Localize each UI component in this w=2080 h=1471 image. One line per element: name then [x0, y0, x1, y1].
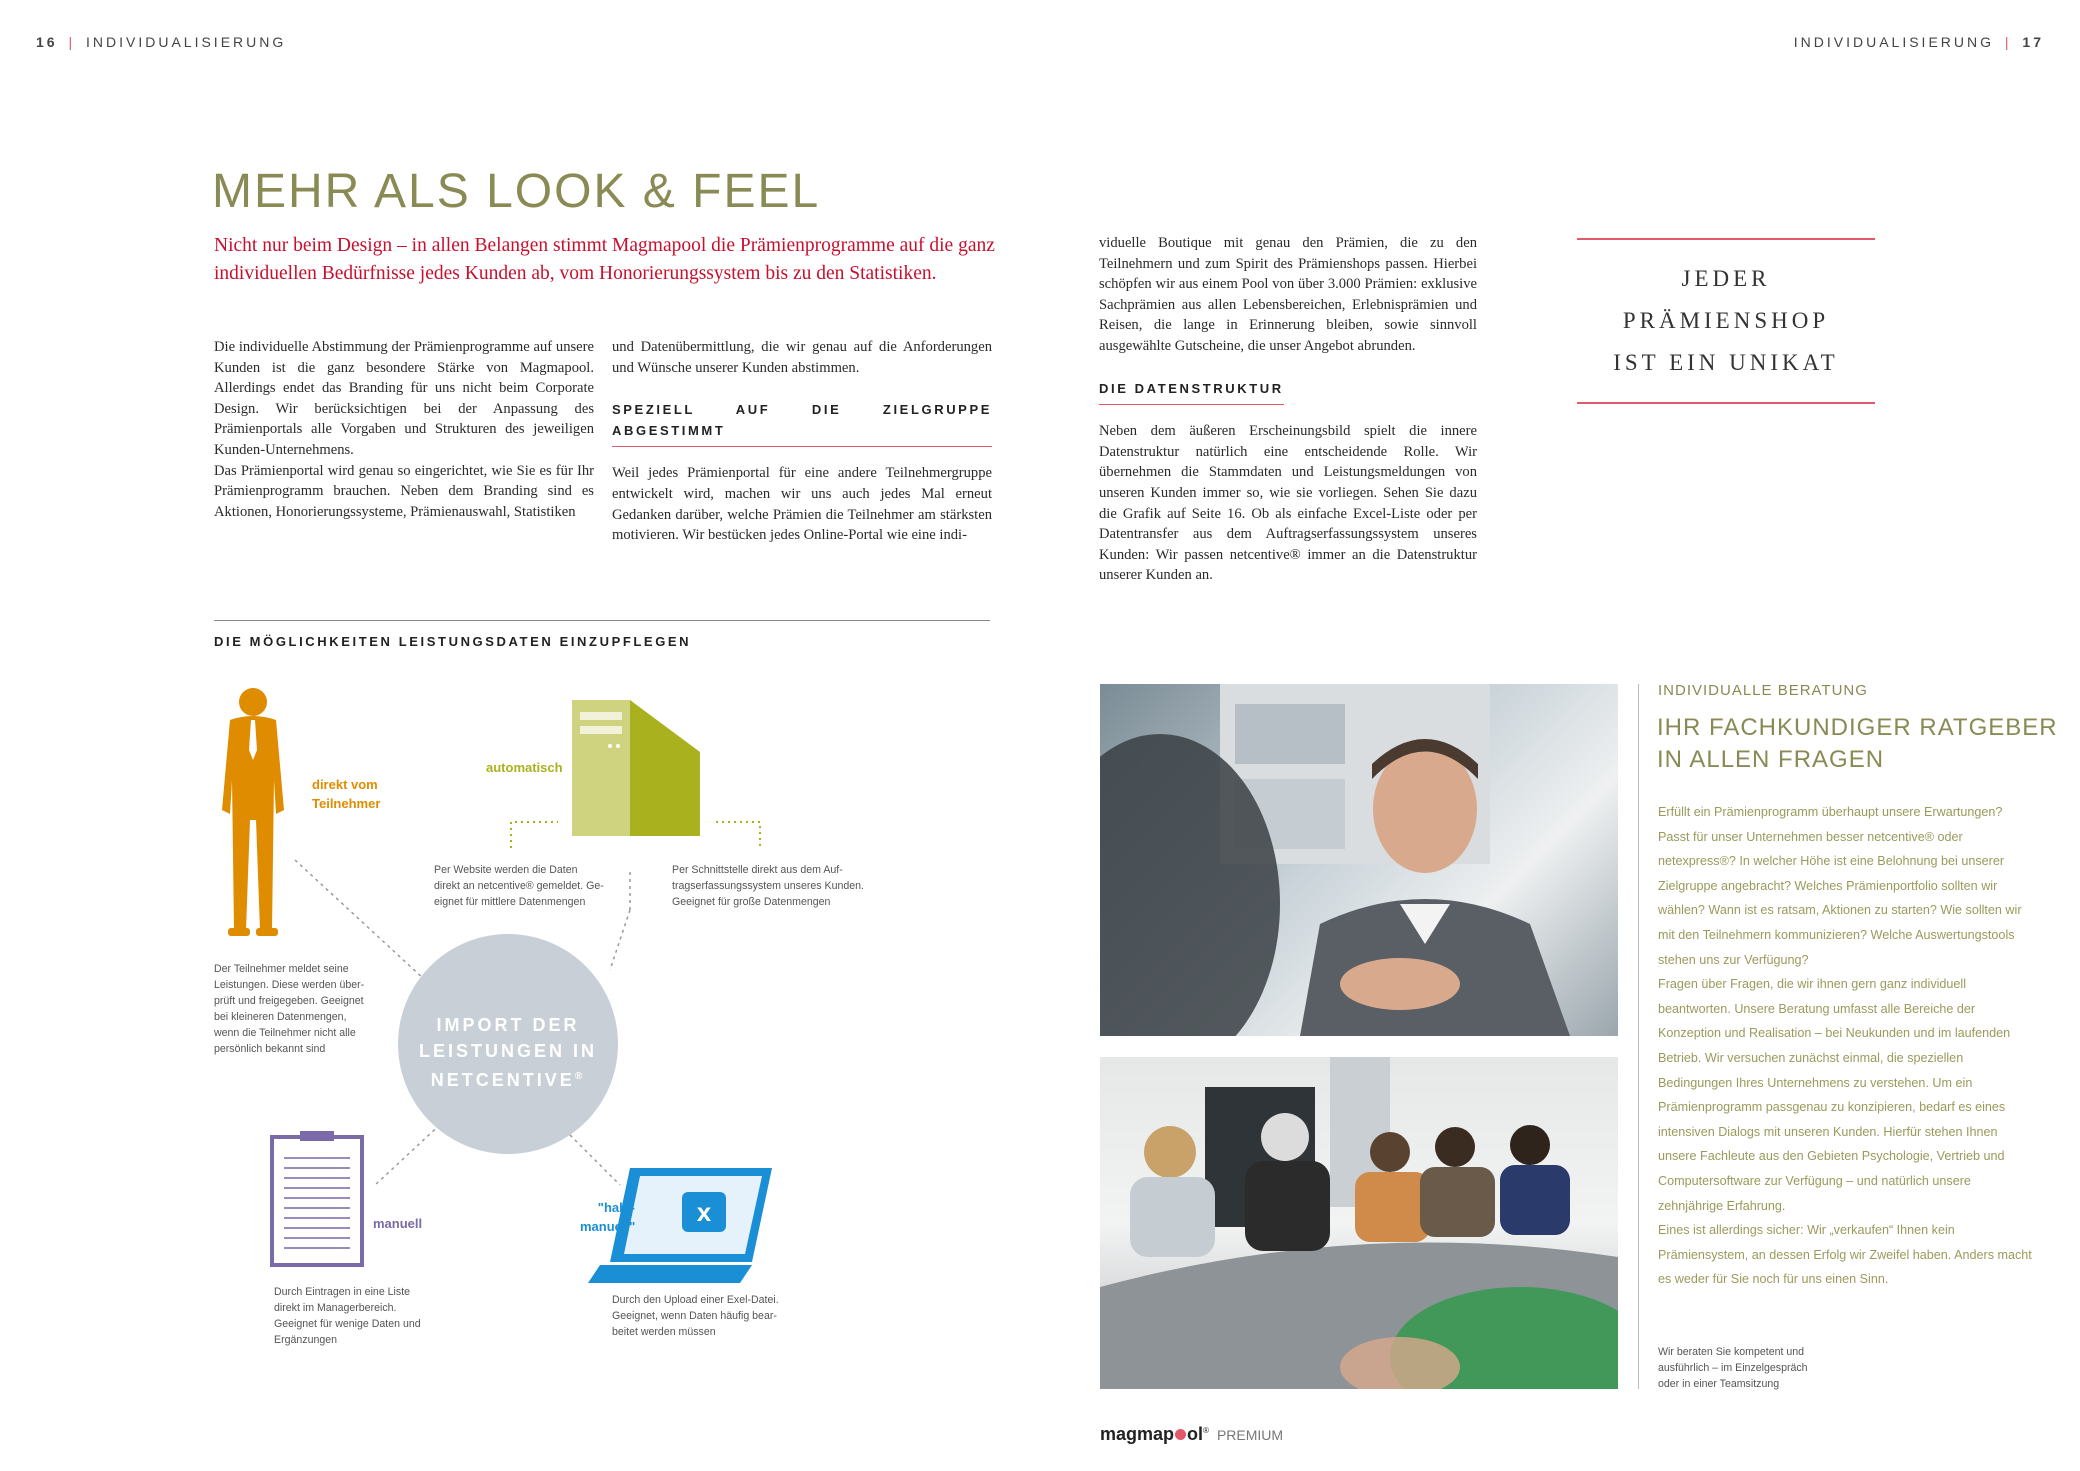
caption-line: bei kleineren Datenmengen, [214, 1011, 347, 1023]
center-label-line-1: IMPORT DER [436, 1015, 580, 1035]
center-label-registered: ® [574, 1071, 586, 1082]
caption-line: Per Schnittstelle direkt aus dem Auf- [672, 864, 843, 876]
caption-line: beitet werden müssen [612, 1326, 716, 1338]
body-paragraph: viduelle Boutique mit genau den Prämien, die zu den Teilnehmern und zum Spirit des Prämienshops passen. Hierbei schöpfen wir aus einem Pool von über 3.000 Prämien: exklusive Sachprämien aus allen Lebensbereichen, Erlebnisprämien und Reisen, die lange in Erinnerung bleiben, sowie sinnvoll ausgewählte Gutscheine, die unser Angebot abrunden. [1099, 235, 1477, 354]
pull-quote [1577, 238, 1875, 404]
caption-line: Durch den Upload einer Exel-Datei. [612, 1294, 779, 1306]
manual-caption [274, 1284, 464, 1348]
brand-logo-text-a: magmap [1100, 1424, 1175, 1444]
web-caption [434, 862, 664, 910]
article-lead: Nicht nur beim Design – in allen Belangen stimmt Magmapool die Prämienprogramme auf die ganz individuellen Bedürfnisse jedes Kunden ab, vom Honorierungssystem bis zu den Statistiken. [214, 235, 995, 284]
caption-line: direkt an netcentive® gemeldet. Ge- [434, 880, 604, 892]
pull-quote-line-2: IST EIN UNIKAT [1613, 350, 1839, 375]
body-paragraph: Das Prämienportal wird genau so eingerichtet, wie Sie es für Ihr Prämienprogramm brauchen. Neben dem Branding sind es Aktionen, Honorierungssysteme, Prämienauswahl, Statistiken [214, 462, 594, 520]
clipboard-icon [272, 1131, 362, 1265]
sidebar-title-line-1: IHR FACHKUNDIGER RATGEBER [1657, 714, 2058, 741]
person-caption [214, 961, 404, 1057]
server-icon [572, 700, 700, 836]
brand-logo-registered: ® [1203, 1426, 1209, 1435]
section-label-left: INDIVIDUALISIERUNG [86, 34, 287, 50]
person-label [312, 775, 380, 813]
photo-team-meeting-scene [1100, 1057, 1618, 1389]
caption-line: Der Teilnehmer meldet seine [214, 963, 349, 975]
article-title: MEHR ALS LOOK & FEEL [212, 165, 821, 218]
body-column-2 [612, 337, 992, 546]
sidebar-rule [1638, 684, 1639, 1389]
section-label-right: INDIVIDUALISIERUNG [1793, 34, 1994, 50]
sidebar-body [1658, 800, 2036, 1292]
body-paragraph: Neben dem äußeren Erscheinungsbild spielt die innere Datenstruktur natürlich eine entscheidende Rolle. Wir übernehmen die Stammdaten und Leistungsmeldungen von unseren Kunden immer so, wie sie vorliegen. Sehen Sie dazu die Grafik auf Seite 16. Ob als einfache Excel-Liste oder per Datentransfer aus dem Auftragserfassungssystem unseres Kunden: Wir passen netcentive® immer an die Datenstruktur unserer Kunden an. [1099, 423, 1477, 584]
center-label [398, 1012, 618, 1093]
diagram-heading: DIE MÖGLICHKEITEN LEISTUNGSDATEN EINZUPFLEGEN [214, 634, 692, 649]
caption-line: Geeignet für große Datenmengen [672, 896, 831, 908]
center-label-line-2: LEISTUNGEN IN [418, 1041, 597, 1061]
page-number-right: 17 [2022, 34, 2044, 50]
caption-line: ausführlich – im Einzelgespräch [1658, 1362, 1808, 1374]
caption-line: Per Website werden die Daten [434, 864, 578, 876]
photo-consultant [1100, 684, 1618, 1036]
sidebar-paragraph: Eines ist allerdings sicher: Wir „verkaufen“ Ihnen kein Prämiensystem, an dessen Erfolg wir Zweifel haben. Anders macht es weder für Sie noch für uns einen Sinn. [1658, 1223, 2032, 1287]
caption-line: Geeignet für wenige Daten und [274, 1318, 421, 1330]
caption-line: Ergänzungen [274, 1334, 338, 1346]
svg-text:x: x [696, 1197, 712, 1227]
caption-line: Leistungen. Diese werden über- [214, 979, 365, 991]
body-paragraph: Weil jedes Prämienportal für eine andere Teilnehmergruppe entwickelt wird, machen wir uns auch jedes Mal erneut Gedanken darüber, welche Prämien die Teilnehmer am stärksten motivieren. Wir bestücken jedes Online-Portal wie eine indi- [612, 465, 992, 544]
brand-logo [1100, 1424, 1283, 1445]
running-header-right: INDIVIDUALISIERUNG | 17 [1793, 34, 2044, 50]
running-header-left: 16 | INDIVIDUALISIERUNG [36, 34, 287, 50]
caption-line: persönlich bekannt sind [214, 1043, 326, 1055]
subheading-zielgruppe: SPEZIELL AUF DIE ZIELGRUPPE ABGESTIMMT [612, 400, 992, 447]
caption-line: oder in einer Teamsitzung [1658, 1378, 1780, 1390]
center-label-line-3: NETCENTIVE [430, 1070, 575, 1090]
photo-caption [1658, 1344, 1858, 1392]
caption-line: Durch Eintragen in eine Liste [274, 1286, 411, 1298]
body-column-1 [214, 337, 594, 522]
caption-line: prüft und freigegeben. Geeignet [214, 995, 364, 1007]
photo-consultant-scene [1100, 684, 1618, 1036]
body-paragraph: Die individuelle Abstimmung der Prämienprogramme auf unsere Kunden ist die ganz besondere Stärke von Magmapool. Allerdings endet das Branding für uns nicht beim Corporate Design. Wir berücksichtigen bei der Anpassung des Prämienportals alle Vorgaben und Strukturen des jeweiligen Kunden-Unternehmens. [214, 339, 594, 458]
diagram-divider [214, 620, 990, 621]
caption-line: Geeignet, wenn Daten häufig bear- [612, 1310, 777, 1322]
page-number-left: 16 [36, 34, 58, 50]
photo-team-meeting [1100, 1057, 1618, 1389]
caption-line: wenn die Teilnehmer nicht alle [214, 1027, 356, 1039]
sidebar-title [1657, 712, 2058, 776]
manual-label: manuell [373, 1216, 423, 1231]
semi-manual-caption [612, 1292, 812, 1340]
brand-logo-text-b: ol [1187, 1424, 1204, 1444]
sidebar-title-line-2: IN ALLEN FRAGEN [1657, 746, 1885, 773]
caption-line: Wir beraten Sie kompetent und [1658, 1346, 1805, 1358]
interface-caption [672, 862, 912, 910]
brand-logo-circle-icon [1175, 1429, 1186, 1440]
sidebar-paragraph: Fragen über Fragen, die wir ihnen gern ganz individuell beantworten. Unsere Beratung umfasst alle Bereiche der Konzeption und Realisation – bei Neukunden und im laufenden Betrieb. Wir versuchen zunächst einmal, die speziellen Bedingungen Ihres Unternehmens zu verstehen. Um ein Prämienprogramm passgenau zu konzipieren, bedarf es eines intensiven Dialogs mit unseren Kunden. Hierfür stehen Ihnen unsere Fachleute aus den Gebieten Psychologie, Vertrieb und Computersoftware zur Verfügung – und natürlich unsere zehnjährige Erfahrung. [1658, 977, 2011, 1213]
caption-line: tragserfassungssystem unseres Kunden. [672, 880, 864, 892]
brand-logo-suffix: PREMIUM [1216, 1427, 1284, 1443]
sidebar-kicker: INDIVIDUALLE BERATUNG [1658, 682, 1868, 699]
server-label: automatisch [486, 760, 563, 775]
semi-manual-label [580, 1198, 635, 1236]
person-label-line-1: direkt vom [312, 777, 378, 792]
semi-manual-label-line-2: manuell" [580, 1219, 636, 1234]
body-column-3 [1099, 233, 1477, 586]
subheading-datenstruktur: DIE DATENSTRUKTUR [1099, 379, 1284, 406]
pull-quote-line-1: JEDER PRÄMIENSHOP [1622, 266, 1830, 333]
semi-manual-label-line-1: "halb- [597, 1200, 635, 1215]
body-paragraph: und Datenübermittlung, die wir genau auf die Anforderungen und Wünsche unserer Kunden abstimmen. [612, 339, 992, 376]
sidebar-paragraph: Erfüllt ein Prämienprogramm überhaupt unsere Erwartungen? Passt für unser Unternehmen besser netcentive® oder netexpress®? In welcher Höhe ist eine Belohnung bei unserer Zielgruppe angebracht? Welches Prämienportfolio sollten wir wählen? Wann ist es ratsam, Aktionen zu starten? Wie sollten wir mit den Teilnehmern kommunizieren? Welche Auswertungstools stehen uns zur Verfügung? [1658, 805, 2022, 967]
person-label-line-2: Teilnehmer [312, 796, 381, 811]
caption-line: direkt im Managerbereich. [274, 1302, 397, 1314]
caption-line: eignet für mittlere Datenmengen [434, 896, 586, 908]
